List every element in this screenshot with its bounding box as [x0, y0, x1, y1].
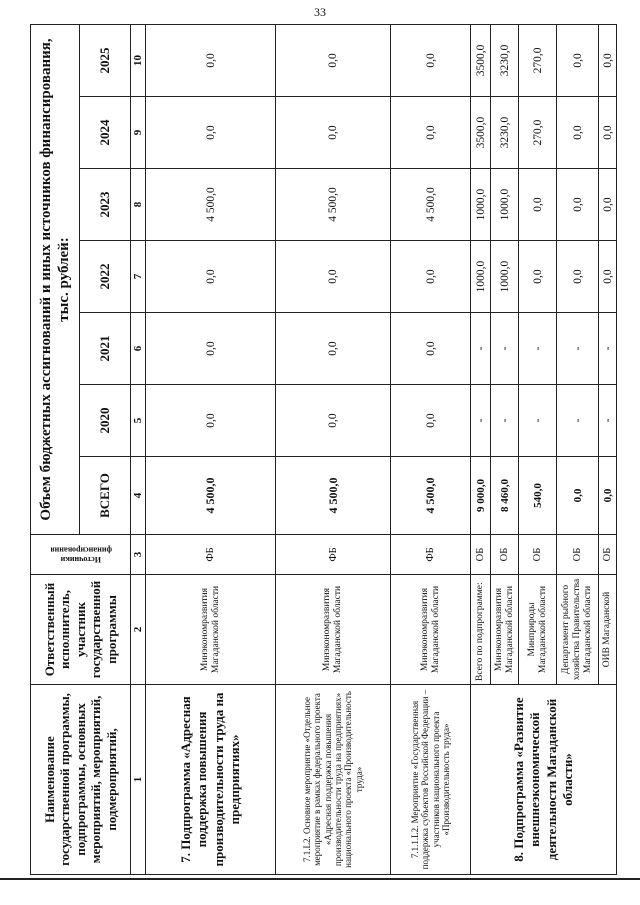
row-value: 4 500,0	[276, 169, 391, 241]
header-src	[31, 535, 131, 575]
row-value: 0,0	[276, 97, 391, 169]
page-bottom-rule	[0, 878, 640, 880]
row-value: -	[471, 313, 491, 385]
col-number: 3	[131, 535, 146, 575]
row-total: 8 460,0	[491, 457, 519, 535]
row-value: 0,0	[519, 241, 557, 313]
row-value: 0,0	[599, 241, 617, 313]
row-exec: Минэкономразвития Магаданской области	[276, 575, 391, 685]
col-number: 5	[131, 385, 146, 457]
header-total: ВСЕГО	[80, 457, 131, 535]
col-number: 10	[131, 24, 146, 96]
row-value: -	[557, 385, 599, 457]
header-name: Наименование государственной программы, подпрограммы, основных мероприятий, мероприятий, подмероприятий,	[31, 685, 131, 875]
row-value: 3230,0	[491, 97, 519, 169]
row-value: 0,0	[391, 24, 471, 96]
row-value: 3500,0	[471, 24, 491, 96]
header-year: 2021	[80, 313, 131, 385]
row-exec: Минэкономразвития Магаданской области	[491, 575, 519, 685]
row-src: ОБ	[491, 535, 519, 575]
row-value: -	[519, 313, 557, 385]
header-exec: Ответственный исполнитель, участник государственной программы	[31, 575, 131, 685]
row-value: 1000,0	[491, 169, 519, 241]
row-value: 0,0	[146, 97, 276, 169]
header-year: 2025	[80, 24, 131, 96]
column-number-row	[131, 24, 146, 874]
row-value: 0,0	[519, 169, 557, 241]
row-exec: ОИВ Магаданской	[599, 575, 617, 685]
row-total: 4 500,0	[276, 457, 391, 535]
row-value: 1000,0	[491, 241, 519, 313]
row-total: 0,0	[599, 457, 617, 535]
row-value: 0,0	[557, 241, 599, 313]
row-src: ОБ	[519, 535, 557, 575]
row-value: -	[471, 385, 491, 457]
header-year: 2023	[80, 169, 131, 241]
row-value: 0,0	[146, 241, 276, 313]
row-total: 0,0	[557, 457, 599, 535]
row-value: -	[491, 313, 519, 385]
row-src: ФБ	[391, 535, 471, 575]
row-value: 0,0	[391, 97, 471, 169]
row-value: -	[557, 313, 599, 385]
row-value: 0,0	[557, 169, 599, 241]
col-number: 7	[131, 241, 146, 313]
rotated-page-content	[30, 25, 630, 875]
header-year: 2022	[80, 241, 131, 313]
row-value: 0,0	[146, 24, 276, 96]
row-src: ОБ	[471, 535, 491, 575]
row-total: 4 500,0	[146, 457, 276, 535]
header-year: 2020	[80, 385, 131, 457]
header-volume-title: Объем бюджетных ассигнований и иных источников финансирования, тыс. рублей:	[31, 24, 80, 534]
col-number: 1	[131, 685, 146, 875]
subprogram8-name: 8. Подпрограмма «Развитие внешнеэкономической деятельности Магаданской области»	[471, 685, 617, 875]
row-value: 0,0	[146, 385, 276, 457]
row-value: 3230,0	[491, 24, 519, 96]
row-value: 0,0	[276, 313, 391, 385]
col-number: 2	[131, 575, 146, 685]
row-value: 0,0	[391, 241, 471, 313]
row-value: 270,0	[519, 97, 557, 169]
row-value: -	[491, 385, 519, 457]
table-row	[391, 24, 471, 874]
row-value: 0,0	[276, 24, 391, 96]
row-value: 1000,0	[471, 241, 491, 313]
row-value: 0,0	[276, 241, 391, 313]
row-value: 1000,0	[471, 169, 491, 241]
row-value: 270,0	[519, 24, 557, 96]
header-src-text: Источники финансирования	[49, 545, 112, 565]
col-number: 8	[131, 169, 146, 241]
row-name: 7. Подпрограмма «Адресная поддержка повышения производительности труда на предприятиях»	[146, 685, 276, 875]
row-value: 0,0	[391, 385, 471, 457]
row-total: 4 500,0	[391, 457, 471, 535]
page-number: 33	[314, 5, 326, 19]
row-exec: Минэкономразвития Магаданской области	[146, 575, 276, 685]
row-value: -	[599, 313, 617, 385]
row-value: 0,0	[391, 313, 471, 385]
row-value: 3500,0	[471, 97, 491, 169]
row-src: ОБ	[557, 535, 599, 575]
budget-table	[30, 24, 617, 875]
row-total: 9 000,0	[471, 457, 491, 535]
header-row-1	[31, 24, 80, 874]
row-name: 7.1.L2. Основное мероприятие «Отдельное мероприятие в рамках федерального проекта «Адресная поддержка повышения производительности труда на предприятиях» национального проекта «Производительность труда»	[276, 685, 391, 875]
row-src: ФБ	[276, 535, 391, 575]
row-exec: Департамент рыбного хозяйства Правительства Магаданской области	[557, 575, 599, 685]
row-value: -	[519, 385, 557, 457]
table-row	[471, 24, 491, 874]
row-value: 0,0	[599, 97, 617, 169]
col-number: 6	[131, 313, 146, 385]
table-row	[276, 24, 391, 874]
header-year: 2024	[80, 97, 131, 169]
row-exec: Минприроды Магаданской области	[519, 575, 557, 685]
row-src: ОБ	[599, 535, 617, 575]
row-value: 0,0	[557, 97, 599, 169]
row-value: 4 500,0	[391, 169, 471, 241]
row-value: 4 500,0	[146, 169, 276, 241]
row-value: -	[599, 385, 617, 457]
col-number: 9	[131, 97, 146, 169]
row-name: 7.1.1.L2. Мероприятие «Государственная поддержка субъектов Российской Федерации – участников национального проекта «Производительность труда»	[391, 685, 471, 875]
col-number: 4	[131, 457, 146, 535]
row-exec: Минэкономразвития Магаданской области	[391, 575, 471, 685]
row-total: 540,0	[519, 457, 557, 535]
row-value: 0,0	[146, 313, 276, 385]
row-src: ФБ	[146, 535, 276, 575]
row-value: 0,0	[599, 24, 617, 96]
table-row	[146, 24, 276, 874]
row-value: 0,0	[276, 385, 391, 457]
row-value: 0,0	[557, 24, 599, 96]
row-value: 0,0	[599, 169, 617, 241]
row-exec: Всего по подпрограмме:	[471, 575, 491, 685]
